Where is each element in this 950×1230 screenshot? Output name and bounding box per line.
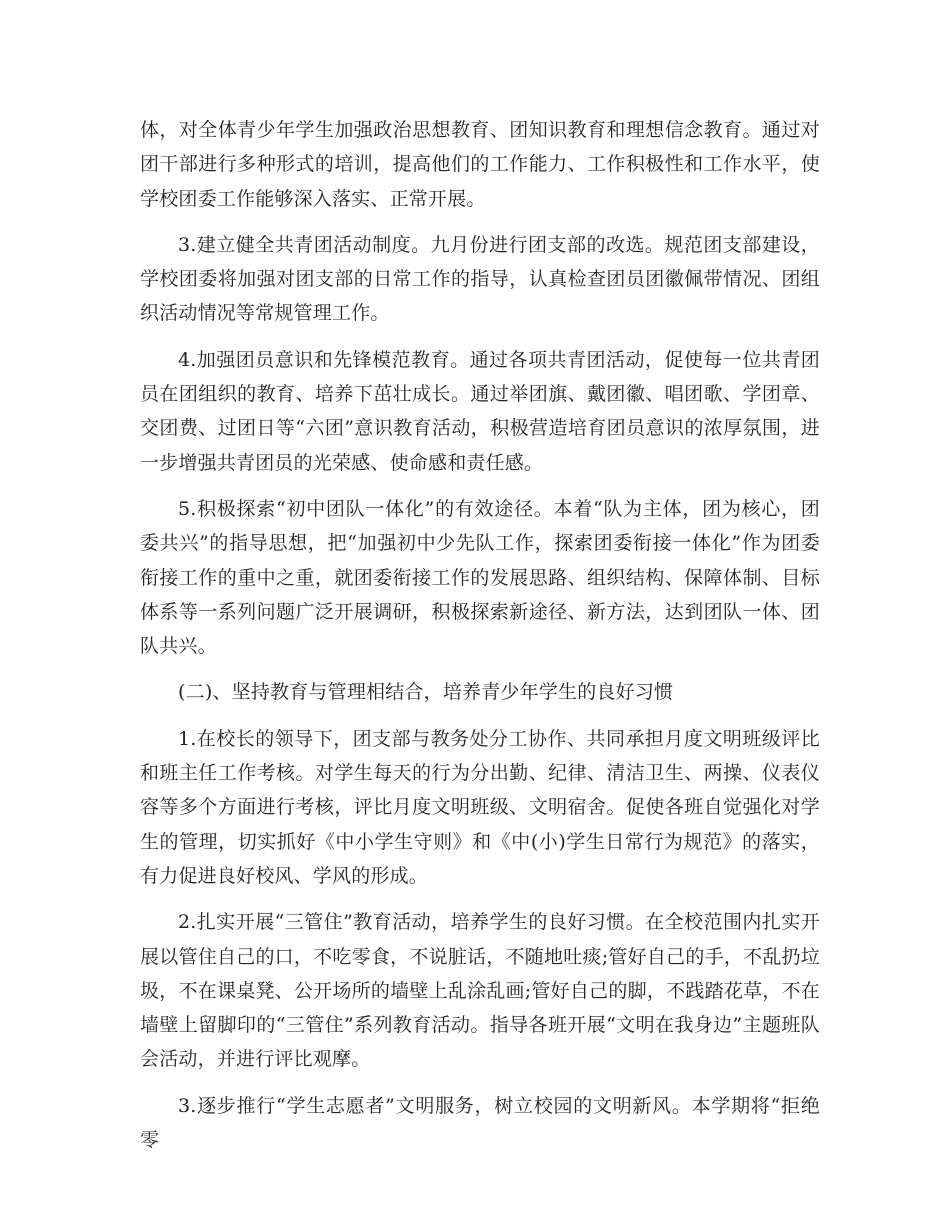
paragraph-item-4: 4.加强团员意识和先锋模范教育。通过各项共青团活动，促使每一位共青团员在团组织的教育、培养下茁壮成长。通过举团旗、戴团徽、唱团歌、学团章、交团费、过团日等“六团”意识教育活动，积极营造培育团员意识的浓厚氛围，进一步增强共青团员的光荣感、使命感和责任感。: [140, 348, 820, 474]
document-body: [140, 113, 820, 1169]
paragraph-intro-continuation: 体，对全体青少年学生加强政治思想教育、团知识教育和理想信念教育。通过对团干部进行多种形式的培训，提高他们的工作能力、工作积极性和工作水平，使学校团委工作能够深入落实、正常开展。: [140, 119, 820, 210]
paragraph-s2-item-3: 3.逐步推行“学生志愿者”文明服务，树立校园的文明新风。本学期将“拒绝零: [140, 1094, 820, 1152]
paragraph-item-3: 3.建立健全共青团活动制度。九月份进行团支部的改选。规范团支部建设，学校团委将加强对团支部的日常工作的指导，认真检查团员团徽佩带情况、团组织活动情况等常规管理工作。: [140, 233, 820, 325]
paragraph-s2-item-1: 1.在校长的领导下，团支部与教务处分工协作、共同承担月度文明班级评比和班主任工作考核。对学生每天的行为分出勤、纪律、清洁卫生、两操、仪表仪容等多个方面进行考核，评比月度文明班级、文明宿舍。促使各班自觉强化对学生的管理，切实抓好《中小学生守则》和《中(小)学生日常行为规范》的落实，有力促进良好校风、学风的形成。: [140, 727, 820, 887]
paragraph-s2-item-2: 2.扎实开展“三管住”教育活动，培养学生的良好习惯。在全校范围内扎实开展以管住自己的口，不吃零食，不说脏话，不随地吐痰;管好自己的手，不乱扔垃圾，不在课桌凳、公开场所的墙壁上乱涂乱画;管好自己的脚，不践踏花草，不在墙壁上留脚印的“三管住”系列教育活动。指导各班开展“文明在我身边”主题班队会活动，并进行评比观摩。: [140, 911, 820, 1071]
paragraph-item-5: 5.积极探索“初中团队一体化”的有效途径。本着“队为主体，团为核心，团委共兴”的指导思想，把“加强初中少先队工作，探索团委衔接一体化”作为团委衔接工作的重中之重，就团委衔接工作的发展思路、组织结构、保障体制、目标体系等一系列问题广泛开展调研，积极探索新途径、新方法，达到团队一体、团队共兴。: [140, 497, 820, 658]
section-heading-2: (二)、坚持教育与管理相结合，培养青少年学生的良好习惯: [178, 681, 674, 704]
